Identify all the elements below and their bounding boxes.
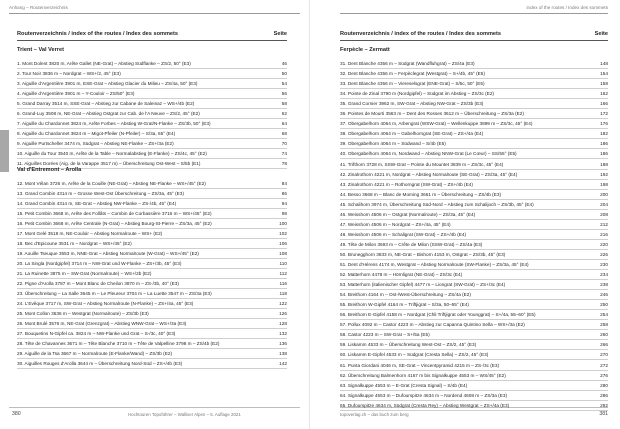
route-page-number: 188: [600, 161, 608, 167]
route-page-number: 126: [279, 311, 287, 316]
route-entry: [340, 260, 608, 270]
route-entry: [17, 309, 287, 319]
route-page-number: 50: [281, 71, 287, 76]
route-page-number: 142: [279, 361, 287, 366]
route-entry: [17, 79, 287, 89]
route-page-number: 272: [600, 362, 608, 368]
route-title: 62. Überschreitung Balmenhorn 4167 m bis Signalkuppe 4553 m – WS/45° (E2): [340, 372, 506, 378]
route-entry: [17, 89, 287, 99]
route-page-number: 86: [281, 191, 287, 196]
route-page-number: 102: [279, 231, 287, 236]
route-entry: [17, 289, 287, 299]
route-entry: [340, 270, 608, 280]
row-rule: [340, 410, 608, 411]
route-entry: [17, 319, 287, 329]
route-page-number: 70: [281, 141, 287, 146]
route-entry: [17, 329, 287, 339]
route-page-number: 106: [279, 241, 287, 246]
route-title: 32. Dent Blanche 4356 m – Ferpèclegrat (Westgrat) – S+/4b, 45° (E5): [340, 71, 485, 77]
route-page-number: 98: [281, 211, 287, 216]
route-title: 5. Grand Darray 3514 m, SSE-Grat – Abstieg zur Cabane de Saleinaz – WS+/4b (E2): [17, 101, 195, 106]
route-entry: [340, 160, 608, 170]
route-page-number: 158: [600, 81, 608, 87]
route-title: 28. Tête de Chavannes 3671 m – Tête Blanche 3710 m – Tête de Valpelline 3798 m – ZS/4b (E2): [17, 341, 220, 346]
route-entry: [17, 119, 287, 129]
route-page-number: 64: [281, 121, 287, 126]
route-page-number: 238: [600, 282, 608, 288]
route-title: 46. Weisshorn 4506 m – Ostgrat (Normalroute) – ZS/3a, 45° (E4): [340, 211, 476, 217]
route-entry: [340, 129, 608, 139]
route-page-number: 266: [600, 342, 608, 348]
route-page-number: 46: [281, 61, 287, 66]
route-entry: [17, 99, 287, 109]
route-page-number: 116: [279, 281, 287, 286]
route-page-number: 128: [279, 321, 287, 326]
route-entry: [17, 299, 287, 309]
section-title: Val d'Entremont – Arolla: [17, 167, 82, 173]
route-entry: [340, 391, 608, 401]
route-page-number: 138: [279, 351, 287, 356]
route-title: 63. Signalkuppe 4553 m – E-Grat (Cresta Signal) – S/4b (E4): [340, 382, 468, 388]
route-title: 23. Überschreitung – La Salle 3645 m – Le Pleureur 3704 m – La Luette 3547 m – ZS/3a (E3): [17, 291, 212, 296]
route-page-number: 84: [281, 181, 287, 186]
route-page-number: 220: [600, 241, 608, 247]
header-rule: [9, 13, 300, 14]
route-title: 56. Breithorn E-Gipfel 4158 m – Nordgrat (Chli Triftjigrat oder Younggrat) – S+/4a, 55–60° (E5): [340, 312, 536, 318]
route-entry: [340, 280, 608, 290]
route-title: 51. Dent d'Hérens 4174 m, Westgrat – Abstieg Normalroute (SW-Flanke) – ZS/3a, 45° (E4): [340, 262, 529, 267]
route-title: 48. Weisshorn 4506 m – Schaligrat (SW-Grat) – ZS+/4b (E4): [340, 231, 467, 237]
route-page-number: 68: [281, 131, 287, 136]
route-page-number: 110: [279, 261, 287, 266]
route-page-number: 286: [600, 392, 608, 398]
page-column-label: Seite: [273, 31, 287, 37]
route-entry: [340, 310, 608, 320]
section-title: Ferpècle – Zermatt: [340, 47, 390, 53]
route-entry: [340, 250, 608, 260]
route-title: 54. Breithorn 4164 m – Ost-/West-Überschreitung – ZS/4a (E2): [340, 292, 471, 298]
route-page-number: 192: [600, 171, 608, 177]
route-page-number: 166: [600, 101, 608, 107]
route-entry: [340, 180, 608, 190]
route-entry: [340, 230, 608, 240]
route-entry: [340, 210, 608, 220]
route-page-number: 208: [600, 211, 608, 217]
route-page-number: 122: [279, 301, 287, 306]
route-entry: [17, 359, 287, 369]
route-title: 17. Mont Gelé 3518 m, NE-Couloir – Abstieg Normalroute – WS+ (E2): [17, 231, 163, 236]
route-page-number: 100: [279, 221, 287, 226]
route-entry: [17, 179, 287, 189]
route-page-number: 108: [279, 251, 287, 256]
route-page-number: 204: [600, 201, 608, 207]
route-page-number: 234: [600, 272, 608, 278]
route-entry: [340, 220, 608, 230]
route-entry: [17, 259, 287, 269]
route-entry: [17, 229, 287, 239]
route-page-number: 270: [600, 352, 608, 358]
route-title: 26. Mont Brulé 3576 m, NE-Grat (Grenzgrat) – Abstieg WNW-Grat – WS+/3a (E3): [17, 321, 187, 326]
route-title: 27. Bouquetins N-Gipfel ca. 3824 m – NW-Flanke und Grat – S-/3c, 40° (E3): [17, 331, 176, 336]
route-entry: [340, 300, 608, 310]
route-entry: [17, 139, 287, 149]
route-entry: [340, 89, 608, 99]
route-title: 43. Zinalrothorn 4221 m – Rothorngrat (SW-Grat) – ZS+/4b (E4): [340, 181, 473, 187]
route-title: 7. Aiguille du Chardonnet 3824 m, Arête Forbes – Abstieg W-Grat/N-Flanke – ZS/3b, 50° (E3): [17, 121, 211, 126]
route-entry: [340, 69, 608, 79]
route-page-number: 118: [279, 291, 287, 296]
route-title: 29. Aiguille de la Tsa 3667 m – Normalroute (E-Flanke/Wand) – ZS/3b (E2): [17, 351, 173, 356]
route-title: 19. Aouille Tseuque 3553 m, NNE-Grat – Abstieg Normalroute (W-Grat) – WS+/45° (E2): [17, 251, 199, 256]
footer-text: Hochtouren Topoführer – Walliser Alpen – 5. Auflage 2021: [128, 412, 241, 417]
table-header-rule: [17, 40, 287, 41]
route-entry: [17, 59, 287, 69]
route-entry: [340, 119, 608, 129]
route-entry: [340, 381, 608, 391]
route-entry: [340, 401, 608, 411]
route-title: 37. Obergabelhorn 4064 m, Arbengrat (WSW-Grat) – Wellenkuppe 3899 m – ZS/3c, 45° (E4): [340, 121, 533, 127]
route-page-number: 292: [600, 402, 608, 408]
route-entry: [17, 109, 287, 119]
route-title: 33. Dent Blanche 4356 m – Viereselsgrat (ENE-Grat) – S/5c, 50° (E5): [340, 81, 485, 87]
route-entry: [340, 240, 608, 250]
row-rule: [17, 368, 287, 369]
route-entry: [340, 109, 608, 119]
footer-text: topoverlag.ch – das buch zum berg: [340, 412, 409, 417]
route-title: 30. Aiguilles Rouges d'Arolla 3644 m – Überschreitung Nord-Süd – ZS+/4b (E3): [17, 361, 183, 366]
route-page-number: 230: [600, 262, 608, 267]
route-title: 13. Grand Combin 4314 m – Grosse West-Ost Überschreitung – ZS/3a, 45° (E3): [17, 191, 184, 196]
route-title: 1. Mont Dolent 3820 m, Arête Gallet (NE-Grat) – Abstieg Südflanke – ZS/2, 50° (E3): [17, 61, 191, 66]
route-title: 41. Trifthorn 3728 m, SSW-Grat – Pointe du Mountet 3839 m – ZS/3c, 45° (E4): [340, 161, 504, 167]
route-entry: [17, 279, 287, 289]
route-entry: [17, 349, 287, 359]
running-head: Anhang – Routenverzeichnis: [9, 5, 68, 10]
route-title: 47. Weisshorn 4506 m – Nordgrat – ZS+/4a, 45° (E4): [340, 221, 451, 227]
route-title: 35. Grand Cornier 3962 m, SW-Grat – Abstieg NW-Grat – ZS/3b (E3): [340, 101, 484, 107]
route-title: 14. Grand Combin 4314 m, SE-Grat – Abstieg NW-Flanke – ZS-/4b, 45° (E4): [17, 201, 177, 206]
route-page-number: 94: [281, 201, 287, 206]
route-page-number: 280: [600, 382, 608, 388]
route-entry: [340, 200, 608, 210]
route-title: 59. Liskamm 4533 m – Überschreitung West-Ost – ZS/2, 45° (E3): [340, 342, 477, 348]
route-title: 40. Obergabelhorn 4064 m, Nordwand – Abstieg NNW-Grat (Le Cœur) – SS/55° (E5): [340, 151, 517, 157]
route-entry: [340, 350, 608, 360]
route-title: 38. Obergabelhorn 4064 m – Gabelhorngrat (SE-Grat) – ZS+/4a (E4): [340, 131, 484, 137]
route-title: 15. Petit Combin 3668 m, Arête des Follâts – Combin de Corbassière 3716 m – WS+/45° (E2): [17, 211, 212, 216]
route-title: 55. Breithorn W-Gipfel 4164 m – Triftjigrat – S/3a, 50–55° (E4): [340, 302, 469, 308]
route-title: 39. Obergabelhorn 4064 m – Südwand – S/4b (E5): [340, 141, 446, 147]
route-page-number: 254: [600, 312, 608, 318]
route-page-number: 154: [600, 71, 608, 77]
route-page-number: 148: [600, 61, 608, 66]
route-entry: [340, 290, 608, 300]
table-header-rule: [340, 40, 608, 41]
route-title: 3. Aiguille d'Argentière 3901 m, ESE-Grat – Abstieg Glacier du Milieu – ZS/4a, 50° (E3): [17, 81, 198, 86]
route-title: 21. La Ruinette 3875 m – SW-Grat (Normalroute) – WS+/2b (E2): [17, 271, 152, 276]
route-page-number: 58: [281, 101, 287, 106]
page-column-label: Seite: [594, 31, 608, 37]
route-entry: [340, 59, 608, 69]
route-entry: [17, 69, 287, 79]
route-entry: [340, 79, 608, 89]
route-page-number: 78: [281, 161, 287, 166]
route-title: 61. Punta Giordani 4046 m, SE-Grat – Vincentpyramid 4215 m – ZS-/3c (E3): [340, 362, 500, 368]
route-title: 2. Tour Noir 3836 m – Nordgrat – WS+/2, 45° (E3): [17, 71, 121, 76]
route-entry: [17, 219, 287, 229]
route-title: 22. Pigne d'Arolla 3787 m – Mont Blanc de Cheilon 3870 m – ZS-/3b, 40° (E3): [17, 281, 179, 286]
route-entry: [17, 339, 287, 349]
running-head: index of the routes / Index des sommets: [526, 5, 608, 10]
route-title: 25. Mont Collon 3636 m – Westgrat (Normalroute) – ZS/3b (E3): [17, 311, 149, 316]
route-page-number: 276: [600, 372, 608, 378]
route-title: 16. Petit Combin 3668 m, Arête Centrale (N-Grat) – Abstieg Bourg-St-Pierre – ZS/3a, 45° (E2): [17, 221, 212, 226]
route-title: 64. Signalkuppe 4553 m – Dufourspitze 4634 m – Nordend 4608 m – ZS/3a (E3): [340, 392, 508, 398]
route-page-number: 216: [600, 231, 608, 237]
route-page-number: 112: [279, 271, 287, 276]
route-entry: [17, 269, 287, 279]
route-entry: [17, 209, 287, 219]
route-page-number: 200: [600, 191, 608, 197]
route-page-number: 186: [600, 141, 608, 147]
route-entry: [17, 199, 287, 209]
route-entry: [17, 239, 287, 249]
route-title: 12. Mont Vélan 3726 m, Arête de la Couille (NE-Grat) – Abstieg NE-Flanke – WS+/45° (E2): [17, 181, 206, 186]
section-title: Trient – Val Verret: [17, 47, 64, 53]
route-title: 65. Dufourspitze 4634 m, Südgrat (Cresta Rey) – Abstieg Westgrat – ZS+/4a (E3): [340, 402, 510, 408]
route-title: 9. Aiguille Purtscheller 3474 m, Südgrat – Abstieg NE-Flanke – ZS+/3a (E2): [17, 141, 174, 146]
route-page-number: 246: [600, 292, 608, 298]
route-title: 60. Liskamm E-Gipfel 4533 m – Südgrat (Cresta Sella) – ZS/2, 45° (E3): [340, 352, 489, 358]
route-page-number: 226: [600, 251, 608, 257]
route-entry: [17, 129, 287, 139]
route-title: 58. Castor 4223 m – SW-Grat – S+/5a (E5): [340, 332, 430, 338]
route-title: 34. Pointe de Zinal 3790 m (Nordgipfel) – Südgrat im Abstieg – ZS/3c (E2): [340, 91, 494, 97]
footer-rule: [9, 407, 300, 408]
route-entry: [340, 149, 608, 159]
route-title: 24. L'Evêque 3717 m, SW-Grat – Abstieg Normalroute (N-Flanke) – ZS+/4a, 45° (E3): [17, 301, 194, 306]
route-entry: [340, 320, 608, 330]
right-page: [310, 0, 620, 429]
route-entry: [340, 361, 608, 371]
route-title: 20. La Singla (Nordgipfel) 3714 m – NW-Grat und W-Flanke – ZS+/3b, 45° (E3): [17, 261, 182, 266]
route-title: 8. Aiguille du Chardonnet 3824 m – Migot-Pfeiler (N-Pfeiler) – S/3a, 65° (E4): [17, 131, 176, 136]
route-entry: [340, 99, 608, 109]
route-title: 45. Schalihorn 3974 m, Überschreitung Süd-Nord – Abstieg zum Schalijoch – ZS/3b, 45° (E4): [340, 201, 534, 207]
route-entry: [340, 371, 608, 381]
route-page-number: 182: [600, 131, 608, 137]
route-page-number: 172: [600, 111, 608, 117]
route-title: 10. Aiguille du Tour 3540 m, Arête de la Table – Normalabstieg (E-Flanke) – ZS/4c, 45° (E2): [17, 151, 207, 156]
route-page-number: 62: [281, 111, 287, 116]
table-title: Routenverzeichnis / index of the routes / Index des sommets: [17, 31, 179, 37]
page-number: 380: [12, 411, 21, 417]
header-rule: [340, 13, 608, 14]
route-title: 11. Aiguilles Dorées (Aig. de la Varappe 3517 m) – Überschreitung Ost-West – S/5b (E1): [17, 161, 201, 166]
route-title: 36. Pointes de Mourti 3563 m – Dent des Rosses 3612 m – Überschreitung – ZS/3a (E2): [340, 111, 524, 117]
route-title: 4. Aiguille d'Argentière 3901 m – Y-Couloir – ZS/50° (E3): [17, 91, 135, 96]
route-page-number: 136: [279, 341, 287, 346]
route-title: 44. Besso 3668 m – Blanc de Moming 3661 m – Überschreitung – ZS/4b (E3): [340, 191, 502, 197]
table-title: Routenverzeichnis / index of the routes / Index des sommets: [340, 31, 502, 37]
route-page-number: 186: [600, 151, 608, 157]
route-entry: [340, 330, 608, 340]
route-entry: [17, 249, 287, 259]
route-title: 53. Matterhorn (italienischer Gipfel) 4477 m – Liongrat (SW-Grat) – ZS+/3c (E4): [340, 282, 506, 288]
route-entry: [340, 340, 608, 350]
route-page-number: 56: [281, 91, 287, 96]
route-entry: [340, 170, 608, 180]
route-entry: [17, 149, 287, 159]
route-title: 52. Matterhorn 4478 m – Hörnligrat (NE-Grat) – ZS/3c (E4): [340, 272, 463, 278]
page-number: 381: [599, 411, 608, 417]
route-page-number: 258: [600, 322, 608, 328]
route-entry: [17, 189, 287, 199]
route-page-number: 250: [600, 302, 608, 308]
route-page-number: 260: [600, 332, 608, 338]
route-entry: [340, 190, 608, 200]
route-page-number: 212: [600, 221, 608, 227]
route-title: 49. Tête de Milon 3693 m – Crête de Milon (SSW-Grat) – ZS/4a (E3): [340, 241, 483, 247]
route-title: 50. Brunegghorn 3833 m, NE-Grat – Bishorn 4153 m, Ostgrat – ZS/3b, 45° (E3): [340, 251, 506, 257]
route-entry: [340, 139, 608, 149]
route-page-number: 54: [281, 81, 287, 86]
route-page-number: 162: [600, 91, 608, 97]
route-page-number: 198: [600, 181, 608, 187]
route-title: 57. Pollux 4092 m – Castor 4223 m – Abstieg zur Capanna Quintino Sella – WS+/3a (E2): [340, 322, 525, 328]
route-page-number: 74: [281, 151, 287, 156]
route-title: 6. Grand-Luy 3508 m, NE-Grat – Abstieg Ostgrat zur Cab. de l'A Neuve – ZS/2, 45° (E2): [17, 111, 200, 116]
route-title: 42. Zinalrothorn 4221 m, Nordgrat – Abstieg Normalroute (SE-Grat) – ZS/3a, 45° (E4): [340, 171, 518, 177]
route-page-number: 176: [600, 121, 608, 127]
route-page-number: 132: [279, 331, 287, 336]
route-title: 18. Bec d'Epicoune 3531 m – Nordgrat – WS+/45° (E2): [17, 241, 132, 246]
route-title: 31. Dent Blanche 4356 m – Südgrat (Wandfluhgrat) – ZS/4a (E3): [340, 61, 475, 66]
